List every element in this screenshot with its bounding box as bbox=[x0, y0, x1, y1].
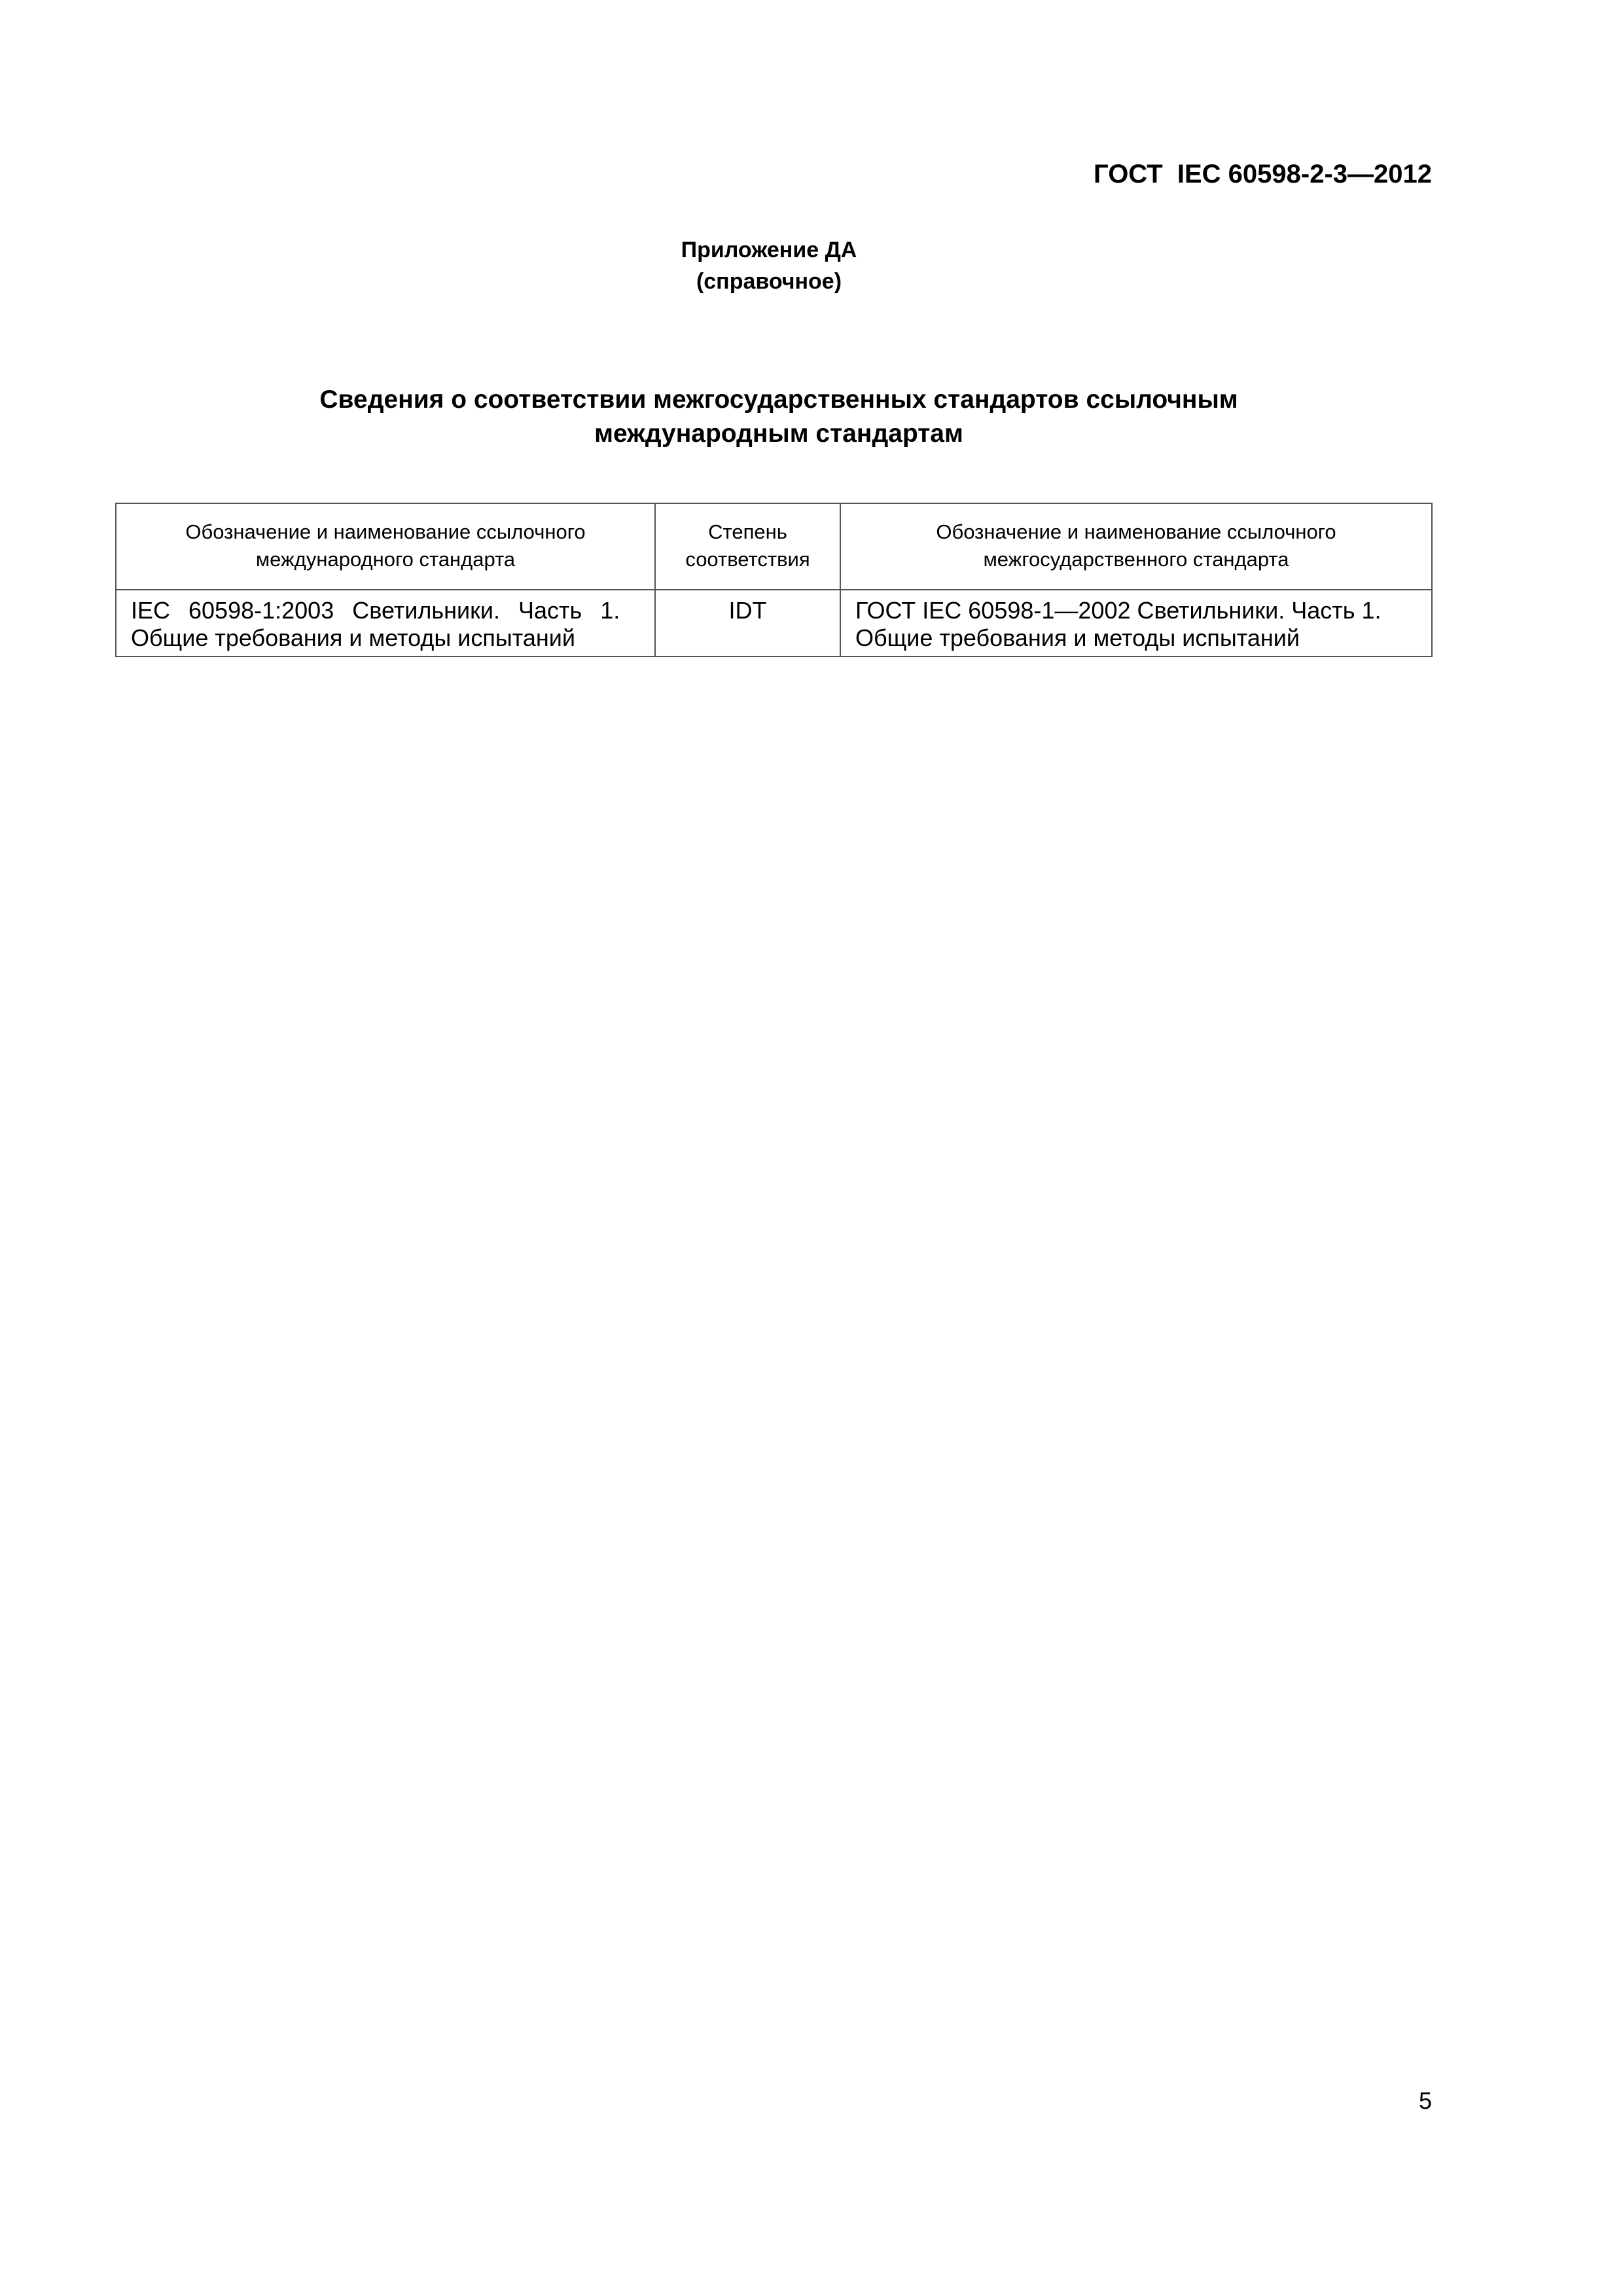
section-title bbox=[249, 383, 1309, 451]
section-title-line-2: международным стандартам bbox=[594, 420, 963, 448]
header-interstate-standard bbox=[840, 503, 1432, 590]
annex-heading bbox=[0, 234, 1538, 297]
header-line: Обозначение и наименование ссылочного bbox=[936, 520, 1336, 543]
cell-international-standard bbox=[116, 590, 655, 656]
page-number: 5 bbox=[1418, 2087, 1432, 2114]
cell-line: IEC 60598-1:2003 Светильники. Часть 1. bbox=[131, 597, 620, 624]
header-international-standard bbox=[116, 503, 655, 590]
header-line: соответствия bbox=[685, 548, 810, 571]
cell-degree: IDT bbox=[655, 590, 840, 656]
cell-line: ГОСТ IEC 60598-1—2002 Светильники. Часть 1. bbox=[855, 597, 1382, 624]
header-line: межгосударственного стандарта bbox=[983, 548, 1289, 571]
header-line: Степень bbox=[708, 520, 787, 543]
annex-title: Приложение ДА bbox=[681, 238, 857, 262]
table-row bbox=[116, 590, 1432, 656]
cell-interstate-standard bbox=[840, 590, 1432, 656]
table-header-row bbox=[116, 503, 1432, 590]
annex-subtitle: (справочное) bbox=[696, 269, 842, 294]
correspondence-table bbox=[115, 503, 1433, 657]
header-line: международного стандарта bbox=[255, 548, 516, 571]
header-degree-of-correspondence bbox=[655, 503, 840, 590]
section-title-line-1: Сведения о соответствии межгосударственных стандартов ссылочным bbox=[319, 386, 1238, 414]
header-line: Обозначение и наименование ссылочного bbox=[185, 520, 586, 543]
cell-line: Общие требования и методы испытаний bbox=[855, 624, 1300, 651]
document-code: ГОСТ IEC 60598-2-3—2012 bbox=[1094, 160, 1432, 188]
cell-line: Общие требования и методы испытаний bbox=[131, 624, 575, 651]
